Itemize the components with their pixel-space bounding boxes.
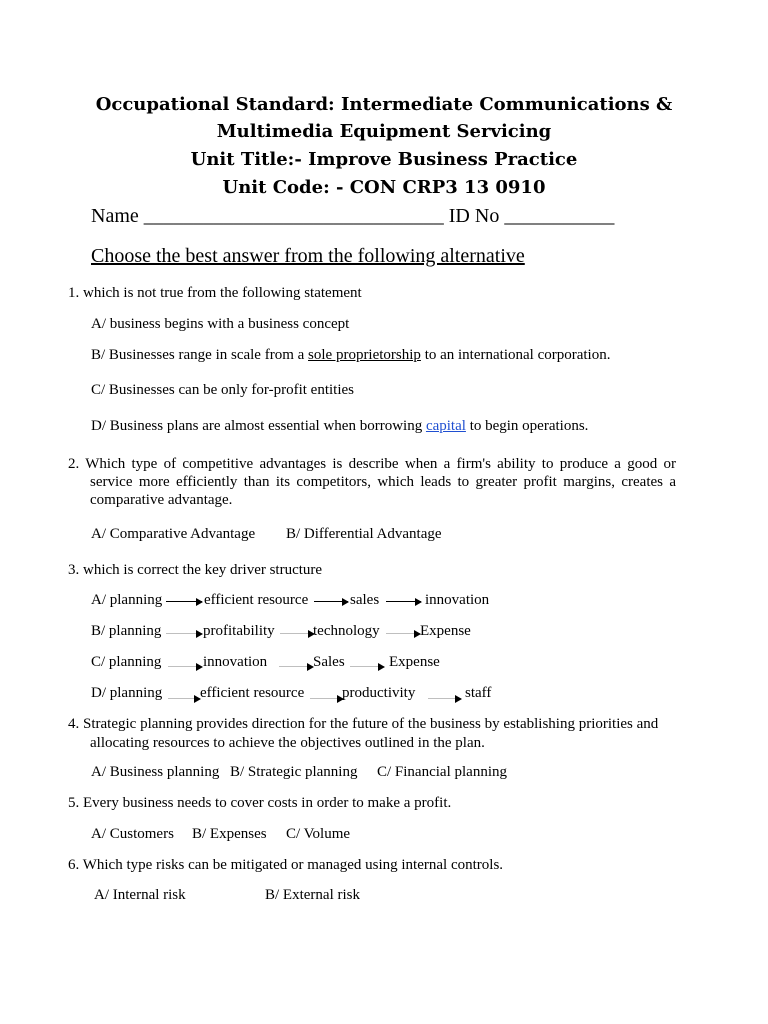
q1-option-c: C/ Businesses can be only for-profit entities xyxy=(91,382,354,398)
id-blank[interactable]: ___________ xyxy=(504,205,615,227)
q3d-step3: productivity xyxy=(342,685,416,701)
q3a-step4: innovation xyxy=(425,592,490,608)
q3b-step3: technology xyxy=(313,623,380,639)
q3c-planning: C/ planning xyxy=(91,654,162,670)
q5-option-a: A/ Customers xyxy=(91,826,174,842)
standard-title-line1: Occupational Standard: Intermediate Communications & xyxy=(95,94,673,115)
q3b-step4: Expense xyxy=(420,623,471,639)
name-blank[interactable]: ______________________________ xyxy=(143,205,444,227)
standard-title-line2: Multimedia Equipment Servicing xyxy=(216,121,552,142)
q1-option-a: A/ business begins with a business concept xyxy=(91,316,350,332)
q2-question: 2. Which type of competitive advantages is describe when a firm's ability to produce a good or service more efficiently than its competitors, which leads to greater profit margins, creates a comparative advantage. xyxy=(68,456,676,508)
q3b-step2: profitability xyxy=(203,623,275,639)
q5-question: 5. Every business needs to cover costs in order to make a profit. xyxy=(68,795,452,811)
arrow-icon xyxy=(280,633,314,634)
q1-option-d: D/ Business plans are almost essential when borrowing capital to begin operations. xyxy=(91,418,589,434)
q3-question: 3. which is correct the key driver structure xyxy=(68,562,323,578)
arrow-icon xyxy=(168,666,202,667)
name-label: Name xyxy=(91,205,139,227)
unit-title: Unit Title:- Improve Business Practice xyxy=(190,149,578,170)
q3c-step4: Expense xyxy=(389,654,440,670)
arrow-icon xyxy=(350,666,384,667)
arrow-icon xyxy=(166,633,202,634)
arrow-icon xyxy=(314,601,348,602)
q4-option-b: B/ Strategic planning xyxy=(230,764,358,780)
instruction: Choose the best answer from the following alternative xyxy=(91,245,525,267)
q4-option-c: C/ Financial planning xyxy=(377,764,507,780)
q5-option-c: C/ Volume xyxy=(286,826,351,842)
q2-option-b: B/ Differential Advantage xyxy=(286,526,442,542)
q3d-step2: efficient resource xyxy=(200,685,305,701)
q1-question: 1. which is not true from the following statement xyxy=(68,285,362,301)
q6-option-a: A/ Internal risk xyxy=(94,887,186,903)
q3d-step4: staff xyxy=(465,685,492,701)
q5-option-b: B/ Expenses xyxy=(192,826,267,842)
arrow-icon xyxy=(310,698,343,699)
arrow-icon xyxy=(428,698,461,699)
arrow-icon xyxy=(386,601,421,602)
id-label: ID No xyxy=(448,205,500,227)
q3a-step2: efficient resource xyxy=(204,592,309,608)
q4-question: 4. Strategic planning provides direction for the future of the business by establishing priorities and allocating resources to achieve the objectives outlined in the plan. xyxy=(68,716,659,751)
q4-option-a: A/ Business planning xyxy=(91,764,220,780)
capital-link[interactable]: capital xyxy=(425,418,466,434)
q3c-step3: Sales xyxy=(313,654,345,670)
q3b-planning: B/ planning xyxy=(91,623,162,639)
arrow-icon xyxy=(386,633,420,634)
q3a-planning: A/ planning xyxy=(91,592,163,608)
arrow-icon xyxy=(166,601,202,602)
q3a-step3: sales xyxy=(350,592,380,608)
q3d-planning: D/ planning xyxy=(91,685,163,701)
q6-option-b: B/ External risk xyxy=(265,887,360,903)
name-id-line xyxy=(91,205,614,228)
q2-option-a: A/ Comparative Advantage xyxy=(91,526,256,542)
unit-code: Unit Code: - CON CRP3 13 0910 xyxy=(222,177,546,198)
q6-question: 6. Which type risks can be mitigated or managed using internal controls. xyxy=(68,857,504,873)
arrow-icon xyxy=(279,666,313,667)
q1-option-b: B/ Businesses range in scale from a sole proprietorship to an international corporation. xyxy=(91,347,611,363)
q3c-step2: innovation xyxy=(203,654,268,670)
sole-proprietorship-link[interactable]: sole proprietorship xyxy=(308,347,421,363)
arrow-icon xyxy=(168,698,200,699)
